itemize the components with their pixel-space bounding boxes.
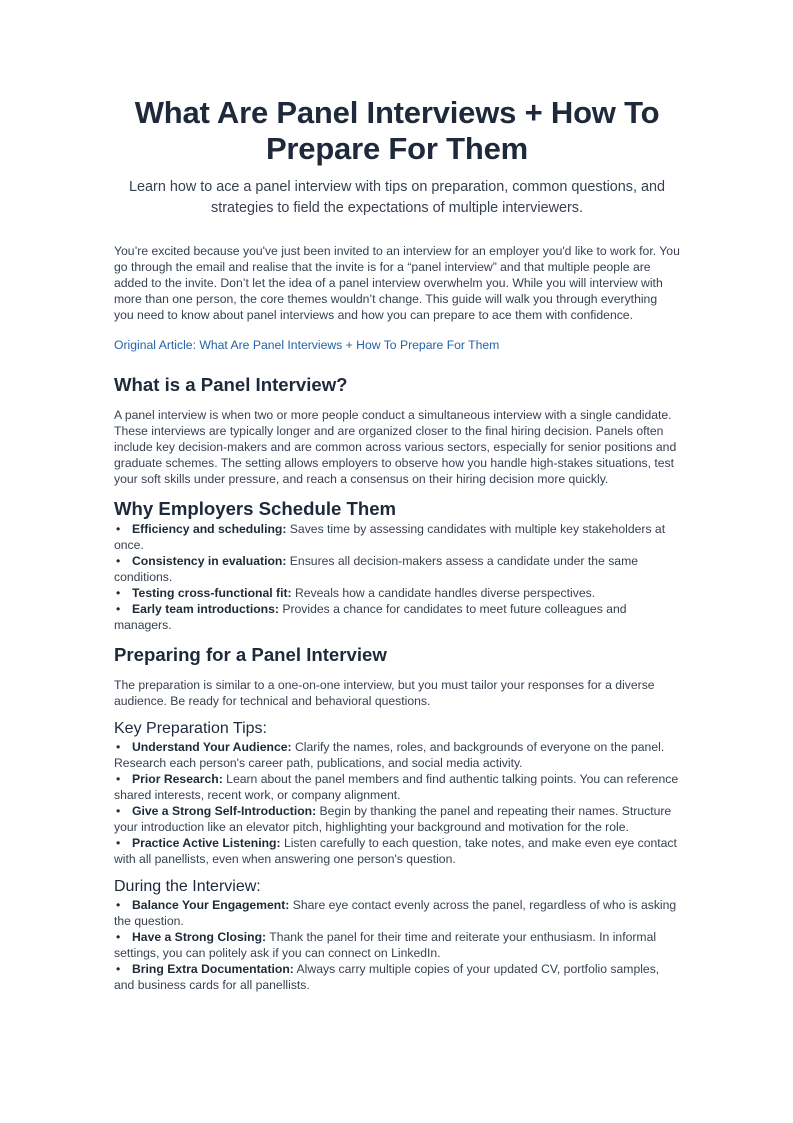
list-item-text: Share eye contact evenly across the panel, regardless of who is asking the question. — [114, 898, 677, 928]
list-item-text: Reveals how a candidate handles diverse perspectives. — [291, 586, 596, 600]
key-tips-list — [114, 739, 680, 867]
subheading-during-interview: During the Interview: — [114, 878, 261, 895]
list-item — [114, 835, 680, 867]
list-item-label: Prior Research: — [132, 772, 223, 786]
list-item — [114, 961, 680, 993]
list-item — [114, 929, 680, 961]
bullet-icon — [114, 929, 132, 945]
bullet-icon — [114, 771, 132, 787]
list-item-text: Saves time by assessing candidates with multiple key stakeholders at once. — [114, 522, 666, 552]
list-item-text: Always carry multiple copies of your updated CV, portfolio samples, and business cards for all panellists. — [114, 962, 660, 992]
bullet-icon — [114, 897, 132, 913]
list-item-label: Balance Your Engagement: — [132, 898, 290, 912]
list-item-label: Practice Active Listening: — [132, 836, 281, 850]
list-item — [114, 803, 680, 835]
section-body-preparing: The preparation is similar to a one-on-one interview, but you must tailor your responses for a diverse audience. Be ready for technical and behavioral questions. — [114, 678, 655, 708]
list-item-label: Have a Strong Closing: — [132, 930, 267, 944]
list-item — [114, 739, 680, 771]
list-item — [114, 521, 680, 553]
original-article-link[interactable]: Original Article: What Are Panel Interviews + How To Prepare For Them — [114, 338, 500, 352]
list-item-label: Efficiency and scheduling: — [132, 522, 287, 536]
list-item-text: Thank the panel for their time and reiterate your enthusiasm. In informal settings, you can politely ask if you can connect on LinkedIn. — [114, 930, 657, 960]
list-item-label: Give a Strong Self-Introduction: — [132, 804, 317, 818]
section-body-what: A panel interview is when two or more people conduct a simultaneous interview with a single candidate. These interviews are typically longer and are organized closer to the final hiring decision. Panels often include key decision-makers and are common across various sectors, especially for senior positions and graduate schemes. The setting allows employers to observe how you handle high-stakes situations, test your soft skills under pressure, and reach a consensus on their hiring decision more quickly. — [114, 408, 677, 486]
bullet-icon — [114, 803, 132, 819]
list-item — [114, 601, 680, 633]
list-item — [114, 585, 680, 601]
list-item-label: Bring Extra Documentation: — [132, 962, 294, 976]
page-title: What Are Panel Interviews + How To Prepare For Them — [134, 95, 660, 166]
subheading-key-tips: Key Preparation Tips: — [114, 720, 267, 737]
list-item-text: Listen carefully to each question, take notes, and make even eye contact with all panellists, even when answering one person's question. — [114, 836, 677, 866]
list-item-label: Testing cross-functional fit: — [132, 586, 292, 600]
section-heading-preparing: Preparing for a Panel Interview — [114, 644, 387, 665]
bullet-icon — [114, 601, 132, 617]
section-heading-what: What is a Panel Interview? — [114, 374, 348, 395]
list-item-text: Ensures all decision-makers assess a candidate under the same conditions. — [114, 554, 639, 584]
list-item-text: Begin by thanking the panel and repeating their names. Structure your introduction like an elevator pitch, highlighting your background and motivation for the role. — [114, 804, 672, 834]
list-item-label: Understand Your Audience: — [132, 740, 292, 754]
bullet-icon — [114, 553, 132, 569]
list-item-label: Consistency in evaluation: — [132, 554, 287, 568]
bullet-icon — [114, 739, 132, 755]
list-item — [114, 553, 680, 585]
list-item — [114, 771, 680, 803]
section-heading-why: Why Employers Schedule Them — [114, 498, 397, 519]
page-subtitle: Learn how to ace a panel interview with tips on preparation, common questions, and strategies to field the expectations of multiple interviewers. — [129, 179, 665, 216]
list-item — [114, 897, 680, 929]
bullet-icon — [114, 961, 132, 977]
bullet-icon — [114, 521, 132, 537]
list-item-text: Provides a chance for candidates to meet future colleagues and managers. — [114, 602, 627, 632]
list-item-text: Learn about the panel members and find authentic talking points. You can reference shared interests, recent work, or company alignment. — [114, 772, 679, 802]
list-item-label: Early team introductions: — [132, 602, 279, 616]
intro-paragraph: You’re excited because you've just been invited to an interview for an employer you'd like to work for. You go through the email and realise that the invite is for a “panel interview” and that multiple people are added to the invite. Don’t let the idea of a panel interview overwhelm you. While you will interview with more than one person, the core themes wouldn’t change. This guide will walk you through everything you need to know about panel interviews and how you can prepare to ace them with confidence. — [114, 244, 680, 322]
bullet-icon — [114, 835, 132, 851]
list-item-text: Clarify the names, roles, and backgrounds of everyone on the panel. Research each person's career path, publications, and social media activity. — [114, 740, 665, 770]
why-list — [114, 521, 680, 633]
during-interview-list — [114, 897, 680, 993]
bullet-icon — [114, 585, 132, 601]
